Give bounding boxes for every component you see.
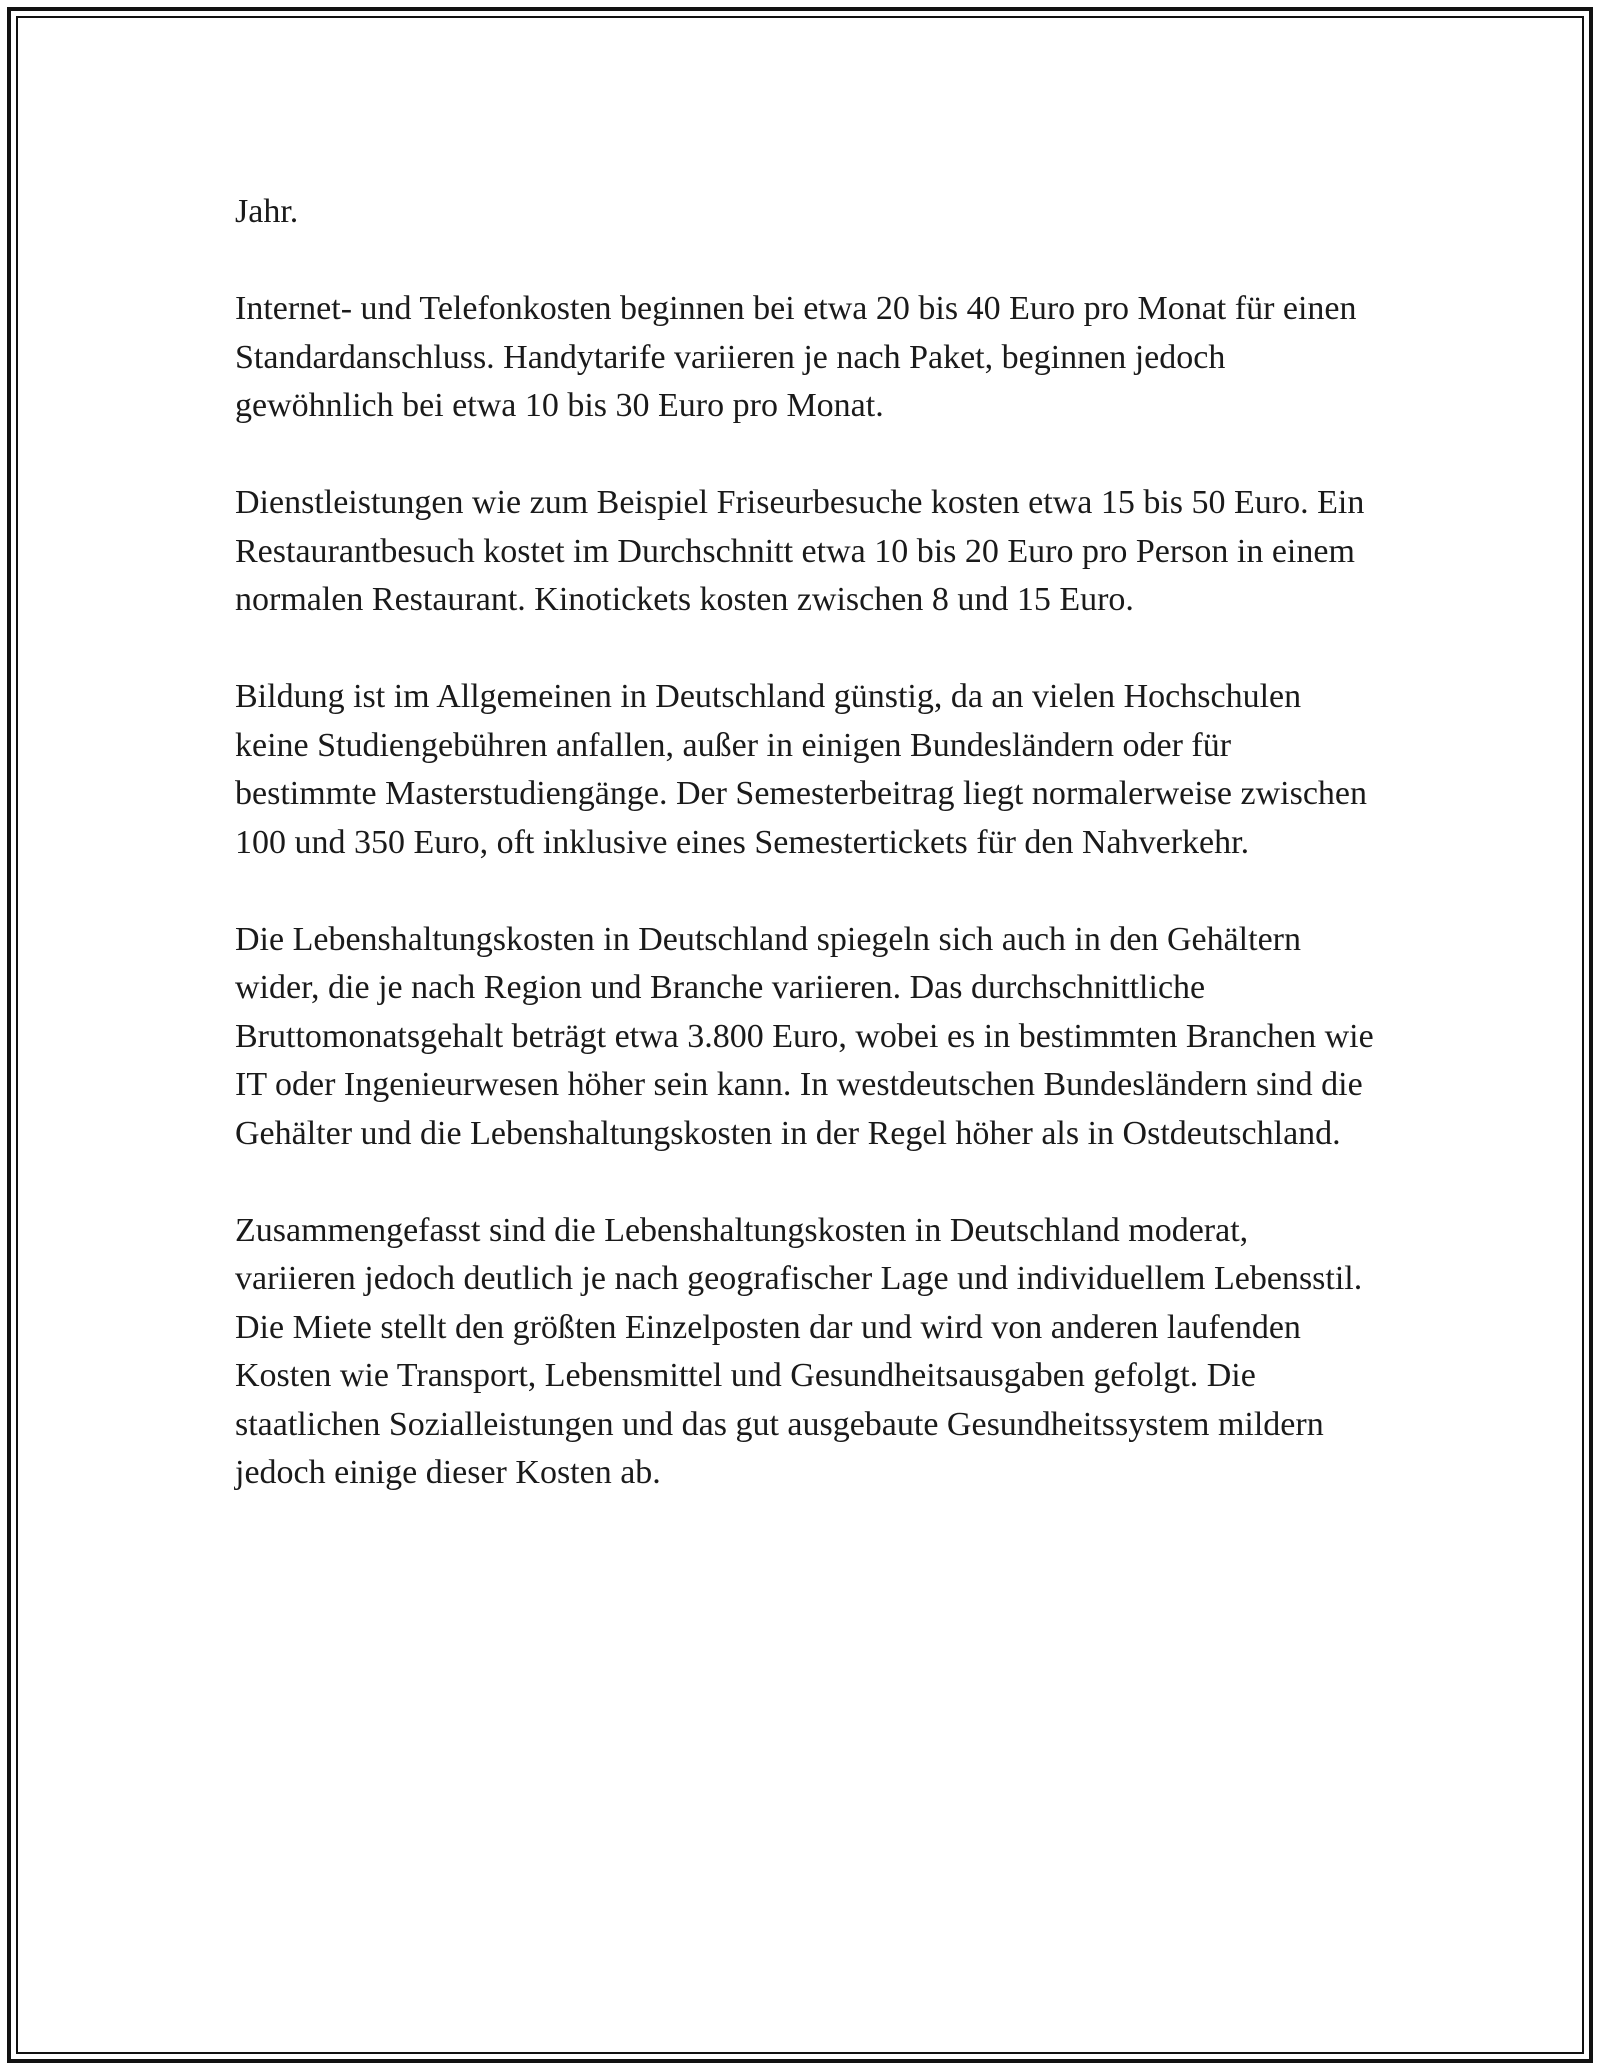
- paragraph-1: Jahr.: [235, 193, 299, 230]
- paragraph-2: Internet- und Telefonkosten beginnen bei etwa 20 bis 40 Euro pro Monat für einen Standardanschluss. Handytarife variieren je nach Paket, beginnen jedoch gewöhnlich bei etwa 10 bis 30 Euro pro Monat.: [235, 290, 1357, 424]
- document-body: [235, 188, 1375, 1546]
- paragraph-4: Bildung ist im Allgemeinen in Deutschland günstig, da an vielen Hochschulen keine Studiengebühren anfallen, außer in einigen Bundesländern oder für bestimmte Masterstudiengänge. Der Semesterbeitrag liegt normalerweise zwischen 100 und 350 Euro, oft inklusive eines Semestertickets für den Nahverkehr.: [235, 678, 1368, 861]
- paragraph-5: Die Lebenshaltungskosten in Deutschland spiegeln sich auch in den Gehältern wider, die je nach Region und Branche variieren. Das durchschnittliche Bruttomonatsgehalt beträgt etwa 3.800 Euro, wobei es in bestimmten Branchen wie IT oder Ingenieurwesen höher sein kann. In westdeutschen Bundesländern sind die Gehälter und die Lebenshaltungskosten in der Regel höher als in Ostdeutschland.: [235, 920, 1374, 1152]
- paragraph-3: Dienstleistungen wie zum Beispiel Friseurbesuche kosten etwa 15 bis 50 Euro. Ein Restaurantbesuch kostet im Durchschnitt etwa 10 bis 20 Euro pro Person in einem normalen Restaurant. Kinotickets kosten zwischen 8 und 15 Euro.: [235, 484, 1365, 618]
- paragraph-6: Zusammengefasst sind die Lebenshaltungskosten in Deutschland moderat, variieren jedoch deutlich je nach geografischer Lage und individuellem Lebensstil. Die Miete stellt den größten Einzelposten dar und wird von anderen laufenden Kosten wie Transport, Lebensmittel und Gesundheitsausgaben gefolgt. Die staatlichen Sozialleistungen und das gut ausgebaute Gesundheitssystem mildern jedoch einige dieser Kosten ab.: [235, 1211, 1363, 1491]
